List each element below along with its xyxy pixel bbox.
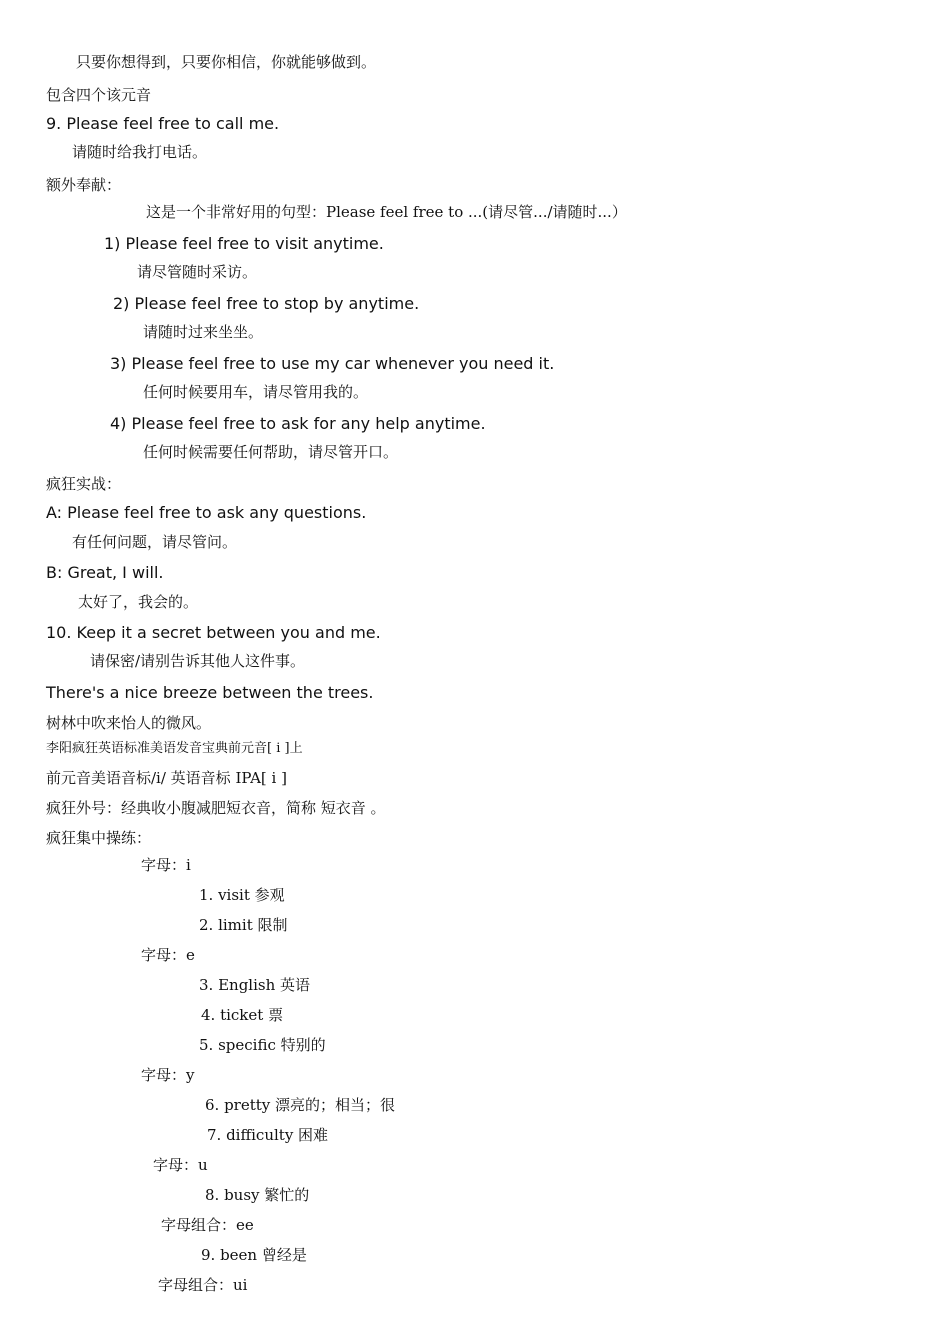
word-specific: 5. specific 特别的: [199, 1036, 326, 1054]
word-visit: 1. visit 参观: [199, 886, 285, 904]
word-been: 9. been 曾经是: [201, 1246, 307, 1264]
sentence-10-translation: 请保密/请别告诉其他人这件事。: [90, 652, 306, 670]
word-pretty: 6. pretty 漂亮的；相当；很: [205, 1096, 396, 1114]
dialogue-b-translation: 太好了，我会的。: [78, 593, 199, 611]
phonetic-symbols: 前元音美语音标/i/ 英语音标 IPA[ i ]: [46, 769, 287, 787]
word-difficulty: 7. difficulty 困难: [207, 1126, 329, 1144]
example-3-translation: 任何时候要用车，请尽管用我的。: [143, 383, 369, 401]
sentence-9-translation: 请随时给我打电话。: [72, 143, 208, 161]
drill-heading: 疯狂集中操练：: [46, 829, 152, 847]
breeze-translation: 树林中吹来怡人的微风。: [46, 714, 212, 732]
dialogue-a-translation: 有任何问题，请尽管问。: [72, 533, 238, 551]
dialogue-a: A: Please feel free to ask any questions.: [46, 503, 367, 522]
letter-u-label: 字母：u: [153, 1156, 208, 1174]
word-ticket: 4. ticket 票: [201, 1006, 284, 1024]
letter-e-label: 字母：e: [141, 946, 195, 964]
example-4: 4) Please feel free to ask for any help anytime.: [110, 414, 486, 433]
breeze-sentence: There's a nice breeze between the trees.: [46, 683, 374, 702]
word-english: 3. English 英语: [199, 976, 311, 994]
bonus-heading: 额外奉献：: [46, 176, 122, 194]
combo-ui-label: 字母组合：ui: [158, 1276, 248, 1294]
combo-ee-label: 字母组合：ee: [161, 1216, 254, 1234]
dialogue-b: B: Great, I will.: [46, 563, 164, 582]
motto-line: 只要你想得到，只要你相信，你就能够做到。: [76, 53, 377, 71]
example-2: 2) Please feel free to stop by anytime.: [113, 294, 420, 313]
example-4-translation: 任何时候需要任何帮助，请尽管开口。: [143, 443, 399, 461]
word-limit: 2. limit 限制: [199, 916, 288, 934]
example-1-translation: 请尽管随时采访。: [137, 263, 258, 281]
section-title: 李阳疯狂英语标准美语发音宝典前元音[ i ]上: [46, 741, 303, 756]
example-2-translation: 请随时过来坐坐。: [143, 323, 264, 341]
letter-i-label: 字母：i: [141, 856, 191, 874]
vowel-note: 包含四个该元音: [46, 86, 152, 104]
example-1: 1) Please feel free to visit anytime.: [104, 234, 384, 253]
pattern-note: 这是一个非常好用的句型：Please feel free to ...(请尽管.../请随时...）: [146, 203, 627, 221]
practice-heading: 疯狂实战：: [46, 475, 122, 493]
sentence-9: 9. Please feel free to call me.: [46, 114, 280, 133]
letter-y-label: 字母：y: [141, 1066, 195, 1084]
word-busy: 8. busy 繁忙的: [205, 1186, 310, 1204]
nickname-line: 疯狂外号：经典收小腹减肥短衣音，简称 短衣音 。: [46, 799, 386, 817]
sentence-10: 10. Keep it a secret between you and me.: [46, 623, 381, 642]
example-3: 3) Please feel free to use my car whenever you need it.: [110, 354, 555, 373]
